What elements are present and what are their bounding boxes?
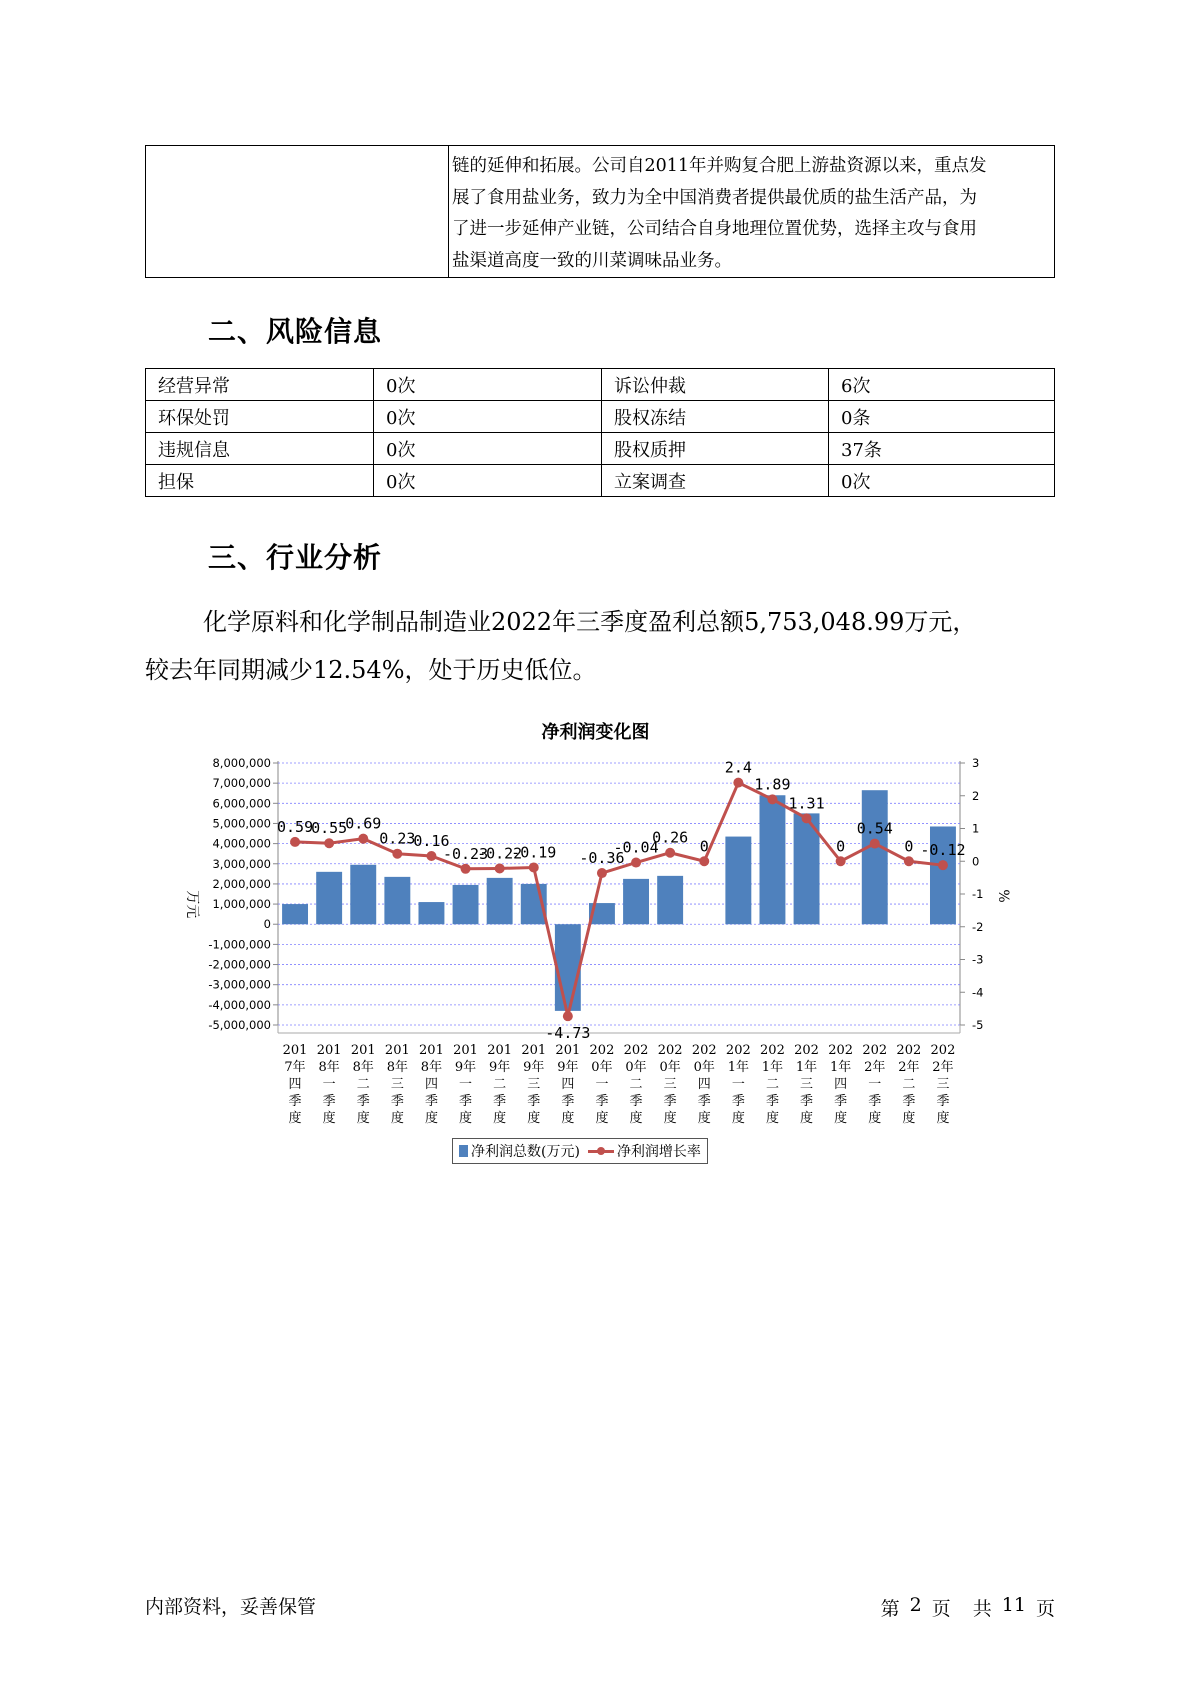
- y-tick-label: 2,000,000: [212, 876, 271, 891]
- page-num: 2: [909, 1594, 922, 1616]
- risk-label: 经营异常: [146, 369, 374, 401]
- growth-point: [324, 838, 334, 848]
- x-tick-label: 一: [868, 1077, 882, 1092]
- growth-point: [767, 794, 777, 804]
- x-tick-label: 1年: [761, 1060, 784, 1075]
- x-tick-label: 201: [316, 1043, 342, 1058]
- growth-point: [938, 860, 948, 870]
- x-tick-label: 度: [561, 1111, 575, 1126]
- y-tick-label: -4,000,000: [208, 997, 271, 1012]
- bar: [555, 924, 581, 1011]
- risk-value: 0次: [374, 433, 602, 465]
- x-tick-label: 季: [731, 1094, 745, 1109]
- growth-data-label: 0.54: [856, 819, 893, 838]
- bar: [384, 877, 410, 924]
- x-tick-label: 7年: [284, 1060, 306, 1075]
- y-tick-label: 7,000,000: [212, 776, 271, 791]
- x-tick-label: 1年: [795, 1060, 818, 1075]
- total-num: 11: [1001, 1594, 1026, 1616]
- growth-data-label: 0.59: [276, 817, 314, 836]
- y-tick-label: -2,000,000: [208, 957, 271, 972]
- x-tick-label: 度: [288, 1111, 302, 1126]
- growth-point: [495, 863, 505, 873]
- bar: [623, 879, 649, 924]
- x-tick-label: 度: [834, 1111, 848, 1126]
- x-tick-label: 度: [765, 1111, 779, 1126]
- bar: [487, 878, 513, 924]
- y-tick-label: 4,000,000: [212, 836, 271, 851]
- risk-label: 环保处罚: [146, 401, 374, 433]
- bar: [282, 904, 308, 924]
- y-tick-label: -3,000,000: [208, 977, 271, 992]
- x-tick-label: 四: [834, 1077, 848, 1092]
- risk-value: 37条: [829, 433, 1055, 465]
- growth-point: [290, 837, 300, 847]
- x-tick-label: 二: [902, 1077, 916, 1092]
- total-prefix: 共: [972, 1598, 992, 1620]
- x-tick-label: 度: [322, 1111, 336, 1126]
- growth-data-label: 2.4: [724, 758, 752, 777]
- growth-data-label: 1.89: [754, 775, 791, 794]
- y2-tick-label: -1: [972, 887, 984, 901]
- x-tick-label: 季: [697, 1094, 711, 1109]
- y2-tick-label: 1: [972, 821, 980, 836]
- y-tick-label: 8,000,000: [212, 756, 271, 770]
- total-unit: 页: [1035, 1598, 1055, 1620]
- x-tick-label: 2年: [898, 1060, 920, 1075]
- industry-heading: 三、行业分析: [208, 541, 383, 574]
- growth-data-label: -0.22: [477, 844, 523, 863]
- x-tick-label: 8年: [386, 1060, 408, 1075]
- x-tick-label: 季: [390, 1094, 404, 1109]
- x-tick-label: 201: [350, 1043, 376, 1058]
- x-tick-label: 季: [800, 1094, 814, 1109]
- x-tick-label: 0年: [693, 1060, 715, 1075]
- x-tick-label: 202: [725, 1043, 751, 1058]
- x-tick-label: 季: [902, 1094, 916, 1109]
- growth-data-label: 0.16: [413, 832, 450, 851]
- y2-tick-label: -4: [972, 985, 984, 1000]
- growth-data-label: 0: [836, 837, 846, 856]
- bar: [725, 837, 751, 925]
- growth-data-label: 0.23: [379, 829, 416, 848]
- growth-data-label: -0.04: [613, 838, 659, 857]
- x-tick-label: 季: [834, 1094, 848, 1109]
- growth-point: [426, 851, 436, 861]
- x-tick-label: 2年: [932, 1060, 954, 1075]
- x-tick-label: 二: [765, 1077, 779, 1092]
- growth-data-label: -0.23: [442, 844, 489, 863]
- x-tick-label: 8年: [318, 1060, 340, 1075]
- growth-point: [461, 864, 471, 874]
- bar: [862, 790, 888, 924]
- chart-title: 净利润变化图: [541, 722, 650, 743]
- x-tick-label: 季: [629, 1094, 643, 1109]
- growth-point: [699, 856, 709, 866]
- legend-label: 净利润总数(万元): [471, 1144, 580, 1160]
- bar: [759, 795, 785, 924]
- x-tick-label: 9年: [454, 1060, 477, 1075]
- growth-point: [631, 858, 641, 868]
- growth-data-label: 1.31: [788, 794, 825, 813]
- x-tick-label: 9年: [523, 1060, 545, 1075]
- x-tick-label: 度: [493, 1111, 507, 1126]
- x-tick-label: 季: [459, 1094, 473, 1109]
- y2-axis-title: %: [995, 889, 1011, 903]
- x-tick-label: 8年: [352, 1060, 374, 1075]
- bar: [316, 872, 342, 924]
- x-tick-label: 202: [896, 1043, 922, 1058]
- x-tick-label: 四: [697, 1077, 711, 1092]
- x-tick-label: 202: [828, 1043, 854, 1058]
- growth-data-label: -4.73: [545, 1024, 591, 1043]
- x-tick-label: 度: [390, 1111, 404, 1126]
- x-tick-label: 度: [731, 1111, 745, 1126]
- growth-point: [563, 1011, 573, 1021]
- x-tick-label: 一: [595, 1077, 609, 1092]
- intro-line: 了进一步延伸产业链，公司结合自身地理位置优势，选择主攻与食用: [452, 219, 977, 239]
- x-tick-label: 201: [453, 1043, 478, 1058]
- y-tick-label: 1,000,000: [212, 897, 271, 912]
- growth-data-label: -0.12: [920, 841, 966, 860]
- x-tick-label: 202: [657, 1043, 683, 1058]
- growth-point: [802, 813, 812, 823]
- growth-point: [870, 839, 880, 849]
- risk-value: 0次: [374, 465, 602, 497]
- x-tick-label: 201: [555, 1043, 581, 1058]
- x-tick-label: 季: [765, 1094, 779, 1109]
- bar-swatch-icon: [459, 1145, 468, 1157]
- x-tick-label: 四: [288, 1077, 302, 1092]
- x-tick-label: 度: [527, 1111, 541, 1126]
- y2-tick-label: -2: [972, 919, 984, 934]
- risk-label: 违规信息: [146, 433, 374, 465]
- x-tick-label: 8年: [420, 1060, 443, 1075]
- x-tick-label: 三: [663, 1077, 677, 1092]
- growth-data-label: 0.55: [311, 819, 348, 838]
- risk-value: 0条: [829, 401, 1055, 433]
- x-tick-label: 202: [691, 1043, 717, 1058]
- x-tick-label: 201: [384, 1043, 410, 1058]
- bar: [657, 876, 683, 924]
- y-tick-label: 0: [263, 917, 271, 932]
- x-tick-label: 度: [936, 1111, 950, 1126]
- x-tick-label: 201: [282, 1043, 308, 1058]
- x-tick-label: 202: [760, 1043, 785, 1058]
- risk-label: 股权冻结: [602, 401, 829, 433]
- x-tick-label: 度: [800, 1111, 814, 1126]
- growth-point: [733, 778, 743, 788]
- growth-point: [904, 856, 914, 866]
- y2-tick-label: 2: [972, 788, 980, 803]
- growth-point: [358, 834, 368, 844]
- y-tick-label: -5,000,000: [208, 1018, 271, 1032]
- x-tick-label: 1年: [727, 1060, 749, 1075]
- footer-page-number: [881, 1594, 1055, 1621]
- x-tick-label: 度: [424, 1111, 438, 1126]
- x-tick-label: 度: [697, 1111, 711, 1126]
- y2-tick-label: 0: [972, 854, 980, 869]
- risk-heading: 二、风险信息: [208, 315, 383, 348]
- x-tick-label: 季: [595, 1094, 609, 1109]
- chart-legend: [452, 1138, 708, 1164]
- y2-tick-label: -5: [972, 1018, 984, 1032]
- growth-data-label: 0.26: [652, 828, 689, 847]
- growth-data-label: -0.19: [511, 843, 557, 862]
- x-tick-label: 三: [390, 1077, 404, 1092]
- risk-label: 股权质押: [602, 433, 829, 465]
- x-tick-label: 三: [936, 1077, 950, 1092]
- x-tick-label: 0年: [625, 1060, 647, 1075]
- x-tick-label: 季: [868, 1094, 882, 1109]
- y-tick-label: 3,000,000: [212, 856, 271, 871]
- y-tick-label: 5,000,000: [212, 816, 271, 831]
- x-tick-label: 202: [623, 1043, 649, 1058]
- x-tick-label: 一: [459, 1077, 473, 1092]
- x-tick-label: 季: [288, 1094, 302, 1109]
- legend-item-line: [588, 1141, 701, 1161]
- risk-label: 诉讼仲裁: [602, 369, 829, 401]
- x-tick-label: 二: [629, 1077, 643, 1092]
- paragraph-line: 较去年同期减少12.54%，处于历史低位。: [145, 656, 597, 684]
- risk-value: 0次: [829, 465, 1055, 497]
- x-tick-label: 2年: [864, 1060, 886, 1075]
- x-tick-label: 季: [424, 1094, 438, 1109]
- x-tick-label: 9年: [489, 1060, 511, 1075]
- y2-tick-label: 3: [972, 756, 980, 770]
- risk-value: 6次: [829, 369, 1055, 401]
- risk-label: 立案调查: [602, 465, 829, 497]
- x-tick-label: 201: [521, 1043, 547, 1058]
- growth-point: [597, 868, 607, 878]
- intro-line: 链的延伸和拓展。公司自2011年并购复合肥上游盐资源以来，重点发: [452, 156, 987, 176]
- legend-label: 净利润增长率: [616, 1144, 701, 1160]
- x-tick-label: 度: [902, 1111, 916, 1126]
- growth-data-label: -0.36: [579, 849, 625, 868]
- x-tick-label: 四: [424, 1077, 438, 1092]
- footer-confidential: 内部资料，妥善保管: [145, 1596, 317, 1618]
- x-tick-label: 度: [629, 1111, 643, 1126]
- intro-line: 盐渠道高度一致的川菜调味品业务。: [452, 250, 732, 271]
- paragraph-line: 化学原料和化学制品制造业2022年三季度盈利总额5,753,048.99万元，: [203, 608, 977, 636]
- x-tick-label: 季: [356, 1094, 370, 1109]
- x-tick-label: 季: [663, 1094, 677, 1109]
- x-tick-label: 度: [459, 1111, 473, 1126]
- x-tick-label: 季: [527, 1094, 541, 1109]
- growth-data-label: 0: [699, 837, 709, 856]
- x-tick-label: 三: [800, 1077, 814, 1092]
- risk-value: 0次: [374, 369, 602, 401]
- page-unit: 页: [931, 1598, 951, 1620]
- line-swatch-icon: [588, 1145, 614, 1157]
- x-tick-label: 二: [356, 1077, 370, 1092]
- growth-point: [836, 856, 846, 866]
- x-tick-label: 202: [794, 1043, 819, 1058]
- intro-line: 展了食用盐业务，致力为全中国消费者提供最优质的盐生活产品，为: [452, 187, 977, 208]
- growth-point: [529, 862, 539, 872]
- risk-value: 0次: [374, 401, 602, 433]
- x-tick-label: 季: [493, 1094, 507, 1109]
- x-tick-label: 季: [322, 1094, 336, 1109]
- y-tick-label: 6,000,000: [212, 796, 271, 811]
- x-tick-label: 度: [663, 1111, 677, 1126]
- bar: [453, 885, 479, 924]
- x-tick-label: 201: [487, 1043, 513, 1058]
- bar: [418, 902, 444, 924]
- legend-item-bar: [459, 1141, 580, 1161]
- x-tick-label: 四: [561, 1077, 575, 1092]
- x-tick-label: 一: [322, 1077, 336, 1092]
- growth-data-label: 0.69: [345, 814, 382, 833]
- x-tick-label: 202: [589, 1043, 615, 1058]
- x-tick-label: 0年: [591, 1060, 613, 1075]
- page-prefix: 第: [880, 1598, 900, 1620]
- x-tick-label: 三: [527, 1077, 541, 1092]
- x-tick-label: 季: [936, 1094, 950, 1109]
- bar: [350, 865, 376, 924]
- growth-point: [665, 848, 675, 858]
- y2-tick-label: -3: [972, 952, 984, 967]
- x-tick-label: 一: [731, 1077, 745, 1092]
- x-tick-label: 度: [356, 1111, 370, 1126]
- x-tick-label: 202: [930, 1043, 956, 1058]
- x-tick-label: 二: [493, 1077, 507, 1092]
- x-tick-label: 202: [862, 1043, 888, 1058]
- x-tick-label: 季: [561, 1094, 575, 1109]
- y-axis-title: 万元: [184, 890, 200, 919]
- x-tick-label: 0年: [659, 1060, 681, 1075]
- growth-point: [392, 849, 402, 859]
- risk-label: 担保: [146, 465, 374, 497]
- growth-data-label: 0: [904, 837, 914, 856]
- x-tick-label: 1年: [830, 1060, 852, 1075]
- x-tick-label: 201: [419, 1043, 444, 1058]
- y-tick-label: -1,000,000: [208, 937, 271, 952]
- x-tick-label: 9年: [557, 1060, 579, 1075]
- x-tick-label: 度: [868, 1111, 882, 1126]
- x-tick-label: 度: [595, 1111, 609, 1126]
